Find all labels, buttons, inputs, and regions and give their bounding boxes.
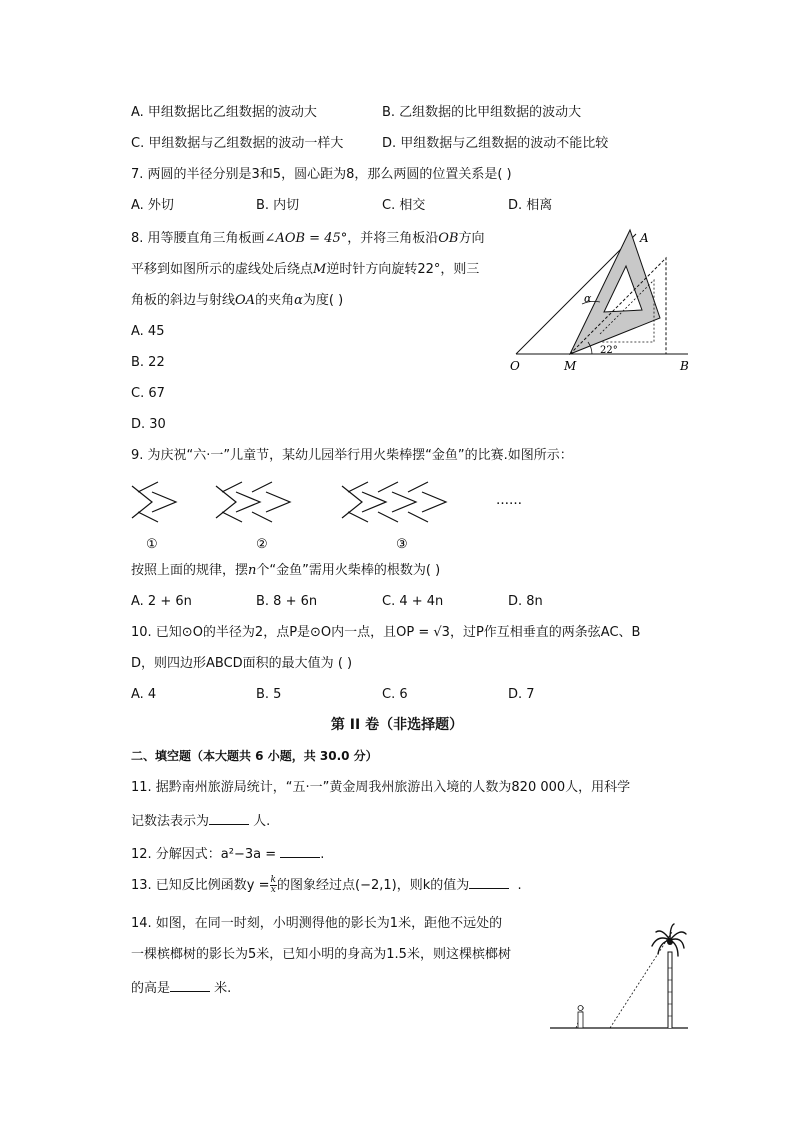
q9-stem2-text2: 个“金鱼”需用火柴棒的根数为( ) (256, 563, 441, 578)
q8-stem3-text3: 为度( ) (302, 293, 344, 308)
q11-stem2-text: 记数法表示为 (131, 814, 210, 829)
q8-stem1-text: 8. 用等腰直角三角板画 (131, 231, 265, 246)
q8-stem1-text2: ，并将三角板沿 (347, 231, 439, 246)
q14-stem-line2: 一棵槟榔树的影长为5米，已知小明的身高为1.5米，则这棵槟榔树 (131, 947, 511, 962)
q9-stem2-text: 按照上面的规律，摆 (131, 563, 249, 578)
q14-stem-line1: 14. 如图，在同一时刻，小明测得他的影长为1米，距他不远处的 (131, 916, 503, 931)
q11-answer-blank[interactable] (209, 810, 249, 825)
q14-stem-line3 (131, 977, 231, 998)
q10-stem-line1: 10. 已知⊙O的半径为2，点P是⊙O内一点，且OP = √3，过P作互相垂直的两条弦AC、B (131, 625, 641, 640)
q8-option-c: C. 67 (131, 386, 165, 401)
q9-n: n (248, 563, 257, 578)
q8-option-a: A. 45 (131, 324, 165, 339)
fig8-label-o: O (510, 359, 520, 373)
fig8-label-alpha: α (584, 292, 592, 305)
q8-oa: OA (235, 293, 256, 308)
q9-stem: 9. 为庆祝“六·一”儿童节，某幼儿园举行用火柴棒摆“金鱼”的比赛.如图所示： (131, 448, 573, 463)
q8-stem-line1 (131, 230, 485, 248)
q13-answer-blank[interactable] (469, 874, 509, 889)
fig8-label-a: A (640, 231, 649, 245)
q13-fraction (270, 876, 277, 895)
q12-answer-blank[interactable] (280, 843, 320, 858)
q11-stem-line1: 11. 据黔南州旅游局统计，“五·一”黄金周我州旅游出入境的人数为820 000人，用科学 (131, 780, 631, 795)
fig9-label-3: ③ (396, 537, 408, 552)
q14-stem3-text: 的高是 (131, 981, 171, 996)
q7-option-c: C. 相交 (382, 198, 426, 213)
q13-frac-num: k (270, 875, 276, 885)
q14-palm-figure (548, 918, 692, 1032)
q9-option-c: C. 4 + 4n (382, 594, 444, 609)
q7-option-a: A. 外切 (131, 198, 174, 213)
q8-alpha: α (294, 293, 303, 308)
section-title: 第 II 卷（非选择题） (330, 717, 464, 733)
q13-frac-den: x (270, 885, 276, 895)
q10-stem-line2: D，则四边形ABCD面积的最大值为 ( ) (131, 656, 353, 671)
q14-stem3-text2: 米. (214, 981, 232, 996)
q6-option-d: D. 甲组数据与乙组数据的波动不能比较 (382, 136, 609, 151)
q9-option-d: D. 8n (508, 594, 543, 609)
q10-option-b: B. 5 (256, 687, 282, 702)
fig8-label-m: M (564, 359, 577, 373)
q6-option-b: B. 乙组数据的比甲组数据的波动大 (382, 105, 582, 120)
q8-ob: OB (438, 231, 459, 246)
q13-stem-text: 13. 已知反比例函数y = (131, 878, 270, 893)
fish-matchsticks (342, 482, 446, 522)
q10-option-d: D. 7 (508, 687, 535, 702)
q9-option-a: A. 2 + 6n (131, 594, 192, 609)
fish-matchsticks (216, 482, 290, 522)
q8-stem-line3 (131, 292, 343, 310)
q7-option-b: B. 内切 (256, 198, 300, 213)
q11-stem2-text2: 人. (253, 814, 271, 829)
fig9-label-2: ② (256, 537, 268, 552)
q12-stem-text: 12. 分解因式：a²−3a = (131, 847, 277, 862)
q6-option-a: A. 甲组数据比乙组数据的波动大 (131, 105, 317, 120)
section-heading: 二、填空题（本大题共 6 小题，共 30.0 分） (131, 749, 378, 763)
q8-option-b: B. 22 (131, 355, 165, 370)
fig8-label-22: 22° (600, 345, 618, 356)
q12-stem-text2: . (320, 847, 325, 862)
q7-stem: 7. 两圆的半径分别是3和5，圆心距为8，那么两圆的位置关系是( ) (131, 167, 512, 182)
q8-stem2-text: 平移到如图所示的虚线处后绕点 (131, 262, 314, 277)
q8-stem1-text3: 方向 (458, 231, 485, 246)
q13-stem-text3: . (517, 878, 522, 893)
q8-stem3-text2: 的夹角 (255, 293, 295, 308)
q9-stem-line2 (131, 562, 440, 580)
q14-answer-blank[interactable] (170, 977, 210, 992)
q8-option-d: D. 30 (131, 417, 166, 432)
q8-stem3-text: 角板的斜边与射线 (131, 293, 236, 308)
fig9-label-1: ① (146, 537, 158, 552)
fig9-dots: …… (496, 493, 522, 508)
q9-fish-figure (128, 476, 528, 552)
q8-stem2-text2: 逆时针方向旋转22°，则三 (326, 262, 480, 277)
fig8-label-b: B (680, 359, 689, 373)
q6-option-c: C. 甲组数据与乙组数据的波动一样大 (131, 136, 344, 151)
q13-stem (131, 874, 522, 895)
q7-option-d: D. 相离 (508, 198, 553, 213)
q13-stem-text2: 的图象经过点(−2,1)，则k的值为 (277, 878, 470, 893)
q9-option-b: B. 8 + 6n (256, 594, 318, 609)
q10-option-a: A. 4 (131, 687, 157, 702)
fish-matchsticks (132, 482, 176, 522)
q8-angle-expr: ∠AOB = 45° (264, 231, 348, 246)
q8-triangle-figure (508, 222, 698, 378)
q8-m: M (313, 262, 327, 277)
q11-stem-line2 (131, 810, 270, 831)
q10-option-c: C. 6 (382, 687, 408, 702)
q12-stem (131, 843, 324, 864)
q8-stem-line2 (131, 261, 479, 279)
